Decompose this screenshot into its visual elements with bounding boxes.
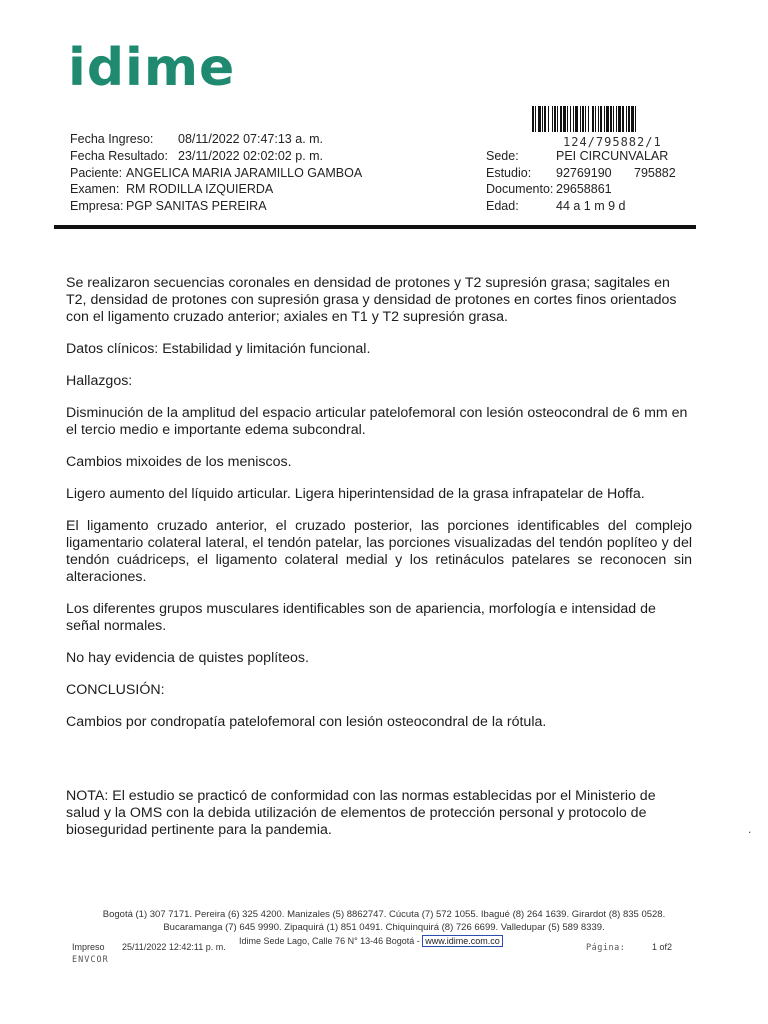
report-finding-cysts: No hay evidencia de quistes poplíteos.: [66, 650, 309, 666]
impreso-label: Impreso: [72, 942, 105, 952]
paciente-value: ANGELICA MARIA JARAMILLO GAMBOA: [126, 166, 363, 180]
envcor-code: ENVCOR: [72, 955, 109, 965]
documento-label: Documento:: [486, 182, 554, 196]
pagina-value: 1 of2: [652, 942, 673, 952]
barcode: [532, 106, 688, 132]
fecha-ingreso-value: 08/11/2022 07:47:13 a. m.: [178, 132, 324, 146]
report-finding-menisci: Cambios mixoides de los meniscos.: [66, 454, 292, 470]
footer-sede-lago: Idime Sede Lago, Calle 76 N° 13-46 Bogotá -: [239, 936, 420, 946]
header-divider: [54, 225, 696, 229]
report-note: [66, 788, 692, 839]
fecha-ingreso-label: Fecha Ingreso:: [70, 132, 154, 146]
report-finding-patellofemoral: Disminución de la amplitud del espacio articular patelofemoral con lesión osteocondral de 6 mm en el tercio medio e importante edema subcondral.: [66, 405, 688, 438]
estudio-value: 92769190: [556, 166, 612, 180]
sede-label: Sede:: [486, 149, 519, 163]
fecha-resultado-label: Fecha Resultado:: [70, 149, 168, 163]
footer-phones-line1: Bogotá (1) 307 7171. Pereira (6) 325 4200. Manizales (5) 8862747. Cúcuta (7) 572 1055. Ibagué (8) 264 1639. Girardot (8) 835 0528.: [102, 909, 666, 920]
impreso-value: 25/11/2022 12:42:11 p. m.: [122, 942, 226, 952]
examen-value: RM RODILLA IZQUIERDA: [126, 182, 274, 196]
pagina-label: Página:: [586, 943, 626, 953]
report-body: [66, 275, 692, 746]
report-conclusion-heading: CONCLUSIÓN:: [66, 682, 165, 698]
footer-phones-line2: Bucaramanga (7) 645 9990. Zipaquirá (1) 851 0491. Chiquinquirá (8) 726 6699. Valledupar (5) 589 8339.: [163, 922, 605, 933]
estudio-label: Estudio:: [486, 166, 532, 180]
report-findings-heading: Hallazgos:: [66, 373, 133, 389]
report-technique: Se realizaron secuencias coronales en densidad de protones y T2 supresión grasa; sagitales en T2, densidad de protones con supresión grasa y densidad de protones en cortes finos orientados con el ligamento cruzado anterior; axiales en T1 y T2 supresión grasa.: [66, 275, 677, 325]
report-finding-muscles: Los diferentes grupos musculares identificables son de apariencia, morfología e intensidad de señal normales.: [66, 601, 656, 634]
report-conclusion: Cambios por condropatía patelofemoral con lesión osteocondral de la rótula.: [66, 714, 547, 730]
empresa-label: Empresa:: [70, 199, 124, 213]
empresa-value: PGP SANITAS PEREIRA: [126, 199, 267, 213]
edad-value: 44 a 1 m 9 d: [556, 199, 626, 213]
stray-dot: .: [748, 822, 752, 836]
report-note-text: NOTA: El estudio se practicó de conformidad con las normas establecidas por el Ministerio de salud y la OMS con la debida utilización de elementos de protección personal y protocolo de bioseguridad pertinente para la pandemia.: [66, 788, 656, 838]
estudio-number: 795882: [634, 166, 676, 180]
report-finding-fluid: Ligero aumento del líquido articular. Ligera hiperintensidad de la grasa infrapatelar de Hoffa.: [66, 486, 645, 502]
report-finding-ligaments: El ligamento cruzado anterior, el cruzado posterior, las porciones identificables del complejo ligamentario colateral lateral, el tendón patelar, las porciones visualizadas del tendón poplíteo y del tendón cuádriceps, el ligamento colateral medial y los retináculos patelares se reconocen sin alteraciones.: [66, 518, 692, 585]
sede-value: PEI CIRCUNVALAR: [556, 149, 669, 163]
footer-address: [239, 936, 503, 946]
edad-label: Edad:: [486, 199, 519, 213]
paciente-label: Paciente:: [70, 166, 123, 180]
fecha-resultado-value: 23/11/2022 02:02:02 p. m.: [178, 149, 324, 163]
report-clinical-data: Datos clínicos: Estabilidad y limitación funcional.: [66, 341, 371, 357]
documento-value: 29658861: [556, 182, 612, 196]
idime-logo: idime: [68, 38, 236, 98]
barcode-number: 124/795882/1: [563, 135, 662, 149]
website-link[interactable]: www.idime.com.co: [422, 935, 503, 947]
examen-label: Examen:: [70, 182, 120, 196]
